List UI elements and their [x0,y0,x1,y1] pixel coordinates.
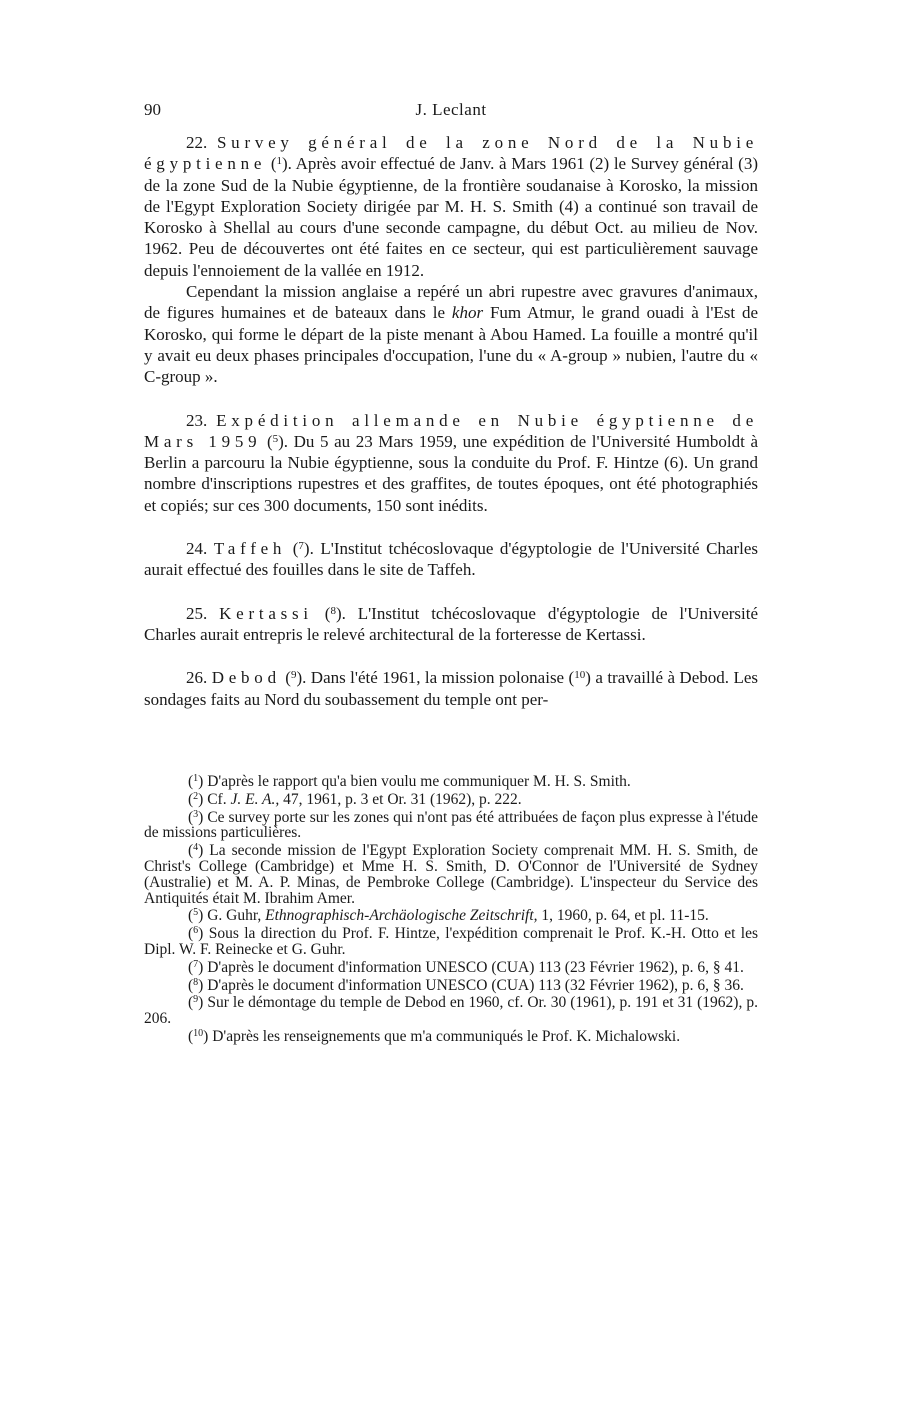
footnote-text: La seconde mission de l'Egypt Exploration Society comprenait MM. H. S. Smith, de Christ's College (Cambridge) et Mme H. S. Smith, D. O'Connor de l'Université de Sydney (Australie) et M. A. P. Minas, de Pembroke College (Cambridge). L'inspecteur du Service des Antiquités était M. Ibrahim Amer. [144,842,758,907]
footnote: ($^6$) Sous la direction du Prof. F. Hintze, l'expédition comprenait le Prof. K.-H. Otto et les Dipl. W. F. Reinecke et G. Guhr. [144,925,758,958]
section-text-italic: khor [451,303,484,323]
section-26-paragraph: 26. Debod ($^9$). Dans l'été 1961, la mission polonaise ($^{10}$) a travaillé à Debod. Les sondages faits au Nord du soubassement du temple ont per- [144,668,758,709]
footnote: ($^9$) Sur le démontage du temple de Debod en 1960, cf. Or. 30 (1961), p. 191 et 31 (1962), p. 206. [144,994,758,1028]
section-text: Fum Atmur, le grand ouadi à l'Est de Korosko, qui forme le départ de la piste menant à Abou Hamed. La fouille a montré qu'il y avait eu deux phases principales d'occupation, l'une du « A-group » nubien, l'autre du « C-group ». [144,303,759,387]
footnotes [144,774,758,1047]
section-23-paragraph: 23. Expédition allemande en Nubie égyptienne de Mars 1959 ($^5$). Du 5 au 23 Mars 1959, une expédition de l'Université Humboldt à Berlin a parcouru la Nubie égyptienne, sous la conduite du Prof. F. Hintze (6). Un grand nombre d'inscriptions rupestres et des graffites, de toutes époques, ont été photographiés et copiés; sur ces 300 documents, 150 sont inédits. [144,410,758,515]
footnote-text: D'après les renseignements que m'a communiqués le Prof. K. Michalowski. [212,1027,681,1045]
footnote-italic: J. E. A., [230,790,280,808]
section-25-paragraph: 25. Kertassi ($^8$). L'Institut tchécoslovaque d'égyptologie de l'Université Charles aurait entrepris le relevé architectural de la forteresse de Kertassi. [144,603,759,644]
footnote-ref: 7 [298,540,304,553]
section-text: Cependant la mission anglaise a repéré un abri rupestre avec gravures d'animaux, de figures humaines et de bateaux dans le [144,282,758,323]
footnote-number: 6 [193,925,199,937]
footnote-number: 7 [193,958,199,970]
footnote: ($^5$) G. Guhr, Ethnographisch-Archäologische Zeitschrift, 1, 1960, p. 64, et pl. 11-15. [188,907,709,925]
footnote: ($^1$) D'après le rapport qu'a bien voulu me communiquer M. H. S. Smith. [188,773,631,790]
section-text: L'Institut tchécoslovaque d'égyptologie de l'Université Charles aurait effectué des fouilles dans le site de Taffeh. [144,539,759,580]
footnote-ref: 9 [290,669,297,682]
footnote: ($^3$) Ce survey porte sur les zones qui n'ont pas été attribuées de façon plus expresse à l'étude de missions particulières. [144,808,758,842]
footnote-number: 9 [193,994,199,1006]
section-text: Après avoir effectué de Janv. à Mars 1961 (2) le Survey général (3) de la zone Sud de la Nubie égyptienne, de la frontière soudanaise à Korosko, la mission de l'Egypt Exploration Society dirigée par M. H. S. Smith (4) a continué son travail de Korosko à Shellal au cours d'une seconde campagne, du début Oct. au milieu de Nov. 1962. Peu de découvertes ont été faites en ce secteur, qui est particulièrement sauvage depuis l'ennoiement de la vallée en 1912. [144,154,758,280]
footnote-number: 4 [193,842,199,854]
footnote-text: G. Guhr, [207,907,262,925]
section-22-paragraph-2 [144,281,758,387]
footnote: ($^2$) Cf. J. E. A., 47, 1961, p. 3 et Or. 31 (1962), p. 222. [188,790,522,808]
footnote-text: D'après le document d'information UNESCO (CUA) 113 (23 Février 1962), p. 6, § 41. [207,958,744,976]
footnote-ref: 1 [276,155,282,168]
footnote: ($^8$) D'après le document d'information UNESCO (CUA) 113 (32 Février 1962), p. 6, § 36. [188,976,744,994]
section-number: 25. [186,603,208,623]
footnote-ref: 5 [272,432,279,445]
section-title: Survey général de la zone Nord de la Nubie égyptienne [144,133,758,174]
section-number: 24. [186,539,208,559]
section-text: a travaillé à Debod. Les sondages faits au Nord du soubassement du temple ont per- [144,668,758,709]
footnote: ($^{10}$) D'après les renseignements que m'a communiqués le Prof. K. Michalowski. [188,1027,681,1045]
footnote: ($^4$) La seconde mission de l'Egypt Exploration Society comprenait MM. H. S. Smith, de Christ's College (Cambridge) et Mme H. S. Smith, D. O'Connor de l'Université de Sydney (Australie) et M. A. P. Minas, de Pembroke College (Cambridge). L'inspecteur du Service des Antiquités était M. Ibrahim Amer. [144,842,758,907]
footnote-number: 1 [193,773,199,784]
footnote-text: Ce survey porte sur les zones qui n'ont pas été attribuées de façon plus expresse à l'étude de missions particulières. [144,808,758,842]
main-text [144,132,758,710]
footnote-text: 47, 1961, p. 3 et Or. 31 (1962), p. 222. [283,790,522,808]
page-number: 90 [144,100,161,119]
footnote-text: Sous la direction du Prof. F. Hintze, l'expédition comprenait le Prof. K.-H. Otto et les Dipl. W. F. Reinecke et G. Guhr. [144,925,758,958]
section-text: Dans l'été 1961, la mission polonaise [310,668,565,688]
section-title: Taffeh [213,539,287,559]
footnote-ref: 8 [330,604,336,617]
section-text: L'Institut tchécoslovaque d'égyptologie de l'Université Charles aurait entrepris le relevé architectural de la forteresse de Kertassi. [144,603,759,644]
footnote-number: 2 [193,790,199,802]
footnote-italic: Ethnographisch-Archäologische Zeitschrift, [265,907,538,925]
section-text: Du 5 au 23 Mars 1959, une expédition de l'Université Humboldt à Berlin a parcouru la Nubie égyptienne, sous la conduite du Prof. F. Hintze (6). Un grand nombre d'inscriptions rupestres et des graffites, de toutes époques, ont été photographiés et copiés; sur ces 300 documents, 150 sont inédits. [144,431,758,515]
footnote-ref: 10 [574,669,586,682]
section-number: 26. [186,668,208,688]
section-number: 23. [186,410,208,430]
section-title: Expédition allemande en Nubie égyptienne de Mars 1959 [144,410,758,451]
section-22-paragraph: 22. Survey général de la zone Nord de la Nubie égyptienne ($^1$). Après avoir effectué de Janv. à Mars 1961 (2) le Survey général (3) de la zone Sud de la Nubie égyptienne, de la frontière soudanaise à Korosko, la mission de l'Egypt Exploration Society dirigée par M. H. S. Smith (4) a continué son travail de Korosko à Shellal au cours d'une seconde campagne, du début Oct. au milieu de Nov. 1962. Peu de découvertes ont été faites en ce secteur, qui est particulièrement sauvage depuis l'ennoiement de la vallée en 1912. [144,133,758,280]
footnote: ($^7$) D'après le document d'information UNESCO (CUA) 113 (23 Février 1962), p. 6, § 41. [188,958,744,976]
section-24-paragraph: 24. Taffeh ($^7$). L'Institut tchécoslovaque d'égyptologie de l'Université Charles aurait effectué des fouilles dans le site de Taffeh. [144,539,759,580]
footnote-text: Cf. [207,790,227,808]
footnote-number: 8 [193,976,199,988]
footnote-text: D'après le document d'information UNESCO (CUA) 113 (32 Février 1962), p. 6, § 36. [207,976,744,994]
running-head: J. Leclant [415,100,487,119]
section-title: Kertassi [219,603,313,623]
footnote-number: 3 [193,808,199,820]
footnote-text: 1, 1960, p. 64, et pl. 11-15. [541,907,709,925]
footnote-text: D'après le rapport qu'a bien voulu me communiquer M. H. S. Smith. [207,773,631,790]
footnote-number: 10 [193,1027,204,1039]
page-header [144,100,758,126]
section-number: 22. [186,133,208,152]
section-title: Debod [211,668,281,688]
footnote-number: 5 [193,907,199,919]
footnote-text: Sur le démontage du temple de Debod en 1960, cf. Or. 30 (1961), p. 191 et 31 (1962), p. 206. [144,994,758,1028]
